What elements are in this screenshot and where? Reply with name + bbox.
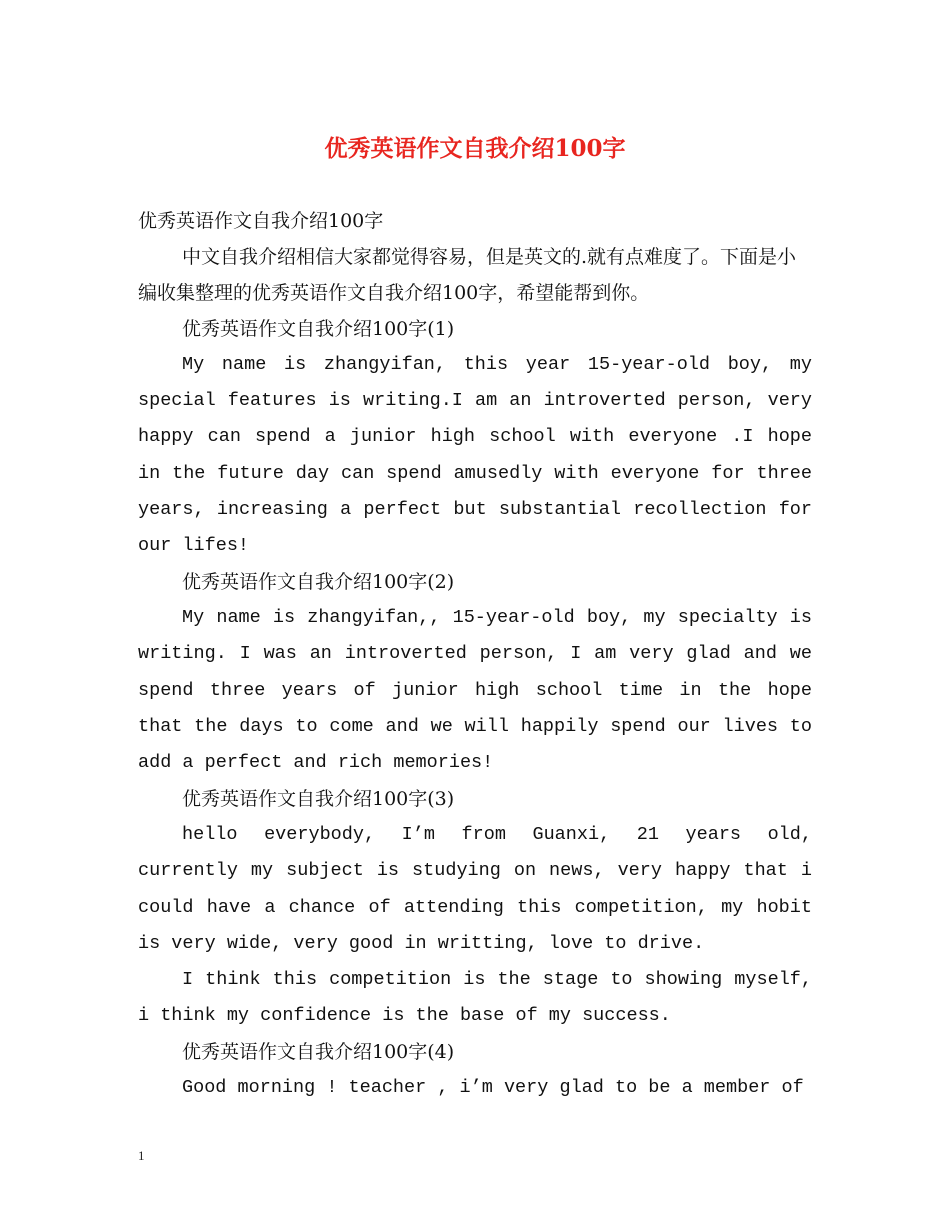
essay-paragraph-2: My name is zhangyifan,, 15-year-old boy, my specialty is writing. I was an introverted person, I am very glad and we spend three years of junior high school time in the hope that the days to come and we will happily spend our lives to add a perfect and rich memories!: [138, 607, 812, 774]
paragraph-intro: 中文自我介绍相信大家都觉得容易，但是英文的.就有点难度了。下面是小编收集整理的优秀英语作文自我介绍100字，希望能帮到你。: [138, 246, 797, 304]
page-number: 1: [138, 1148, 145, 1163]
section-heading-1: 优秀英语作文自我介绍100字(1): [182, 318, 455, 340]
document-title: 优秀英语作文自我介绍100字: [324, 135, 626, 162]
document-body: [138, 203, 812, 1107]
section-heading-3: 优秀英语作文自我介绍100字(3): [182, 788, 455, 811]
section-heading-4: 优秀英语作文自我介绍100字(4): [182, 1041, 455, 1064]
essay-paragraph-4: Good morning ! teacher , i’m very glad to be a member of: [182, 1077, 804, 1099]
paragraph-heading: 优秀英语作文自我介绍100字: [138, 210, 384, 232]
essay-paragraph-1: My name is zhangyifan, this year 15-year-old boy, my special features is writing.I am an introverted person, very happy can spend a junior high school with everyone .I hope in the future day can spend amusedly with everyone for three years, increasing a perfect but substantial recollection for our lifes!: [138, 354, 812, 557]
essay-paragraph-3: hello everybody, I’m from Guanxi, 21 years old, currently my subject is studying on news, very happy that i could have a chance of attending this competition, my hobit is very wide, very good in writting, love to drive.: [138, 824, 812, 954]
essay-paragraph-3b: I think this competition is the stage to showing myself, i think my confidence is the base of my success.: [138, 969, 812, 1027]
section-heading-2: 优秀英语作文自我介绍100字(2): [182, 571, 455, 594]
